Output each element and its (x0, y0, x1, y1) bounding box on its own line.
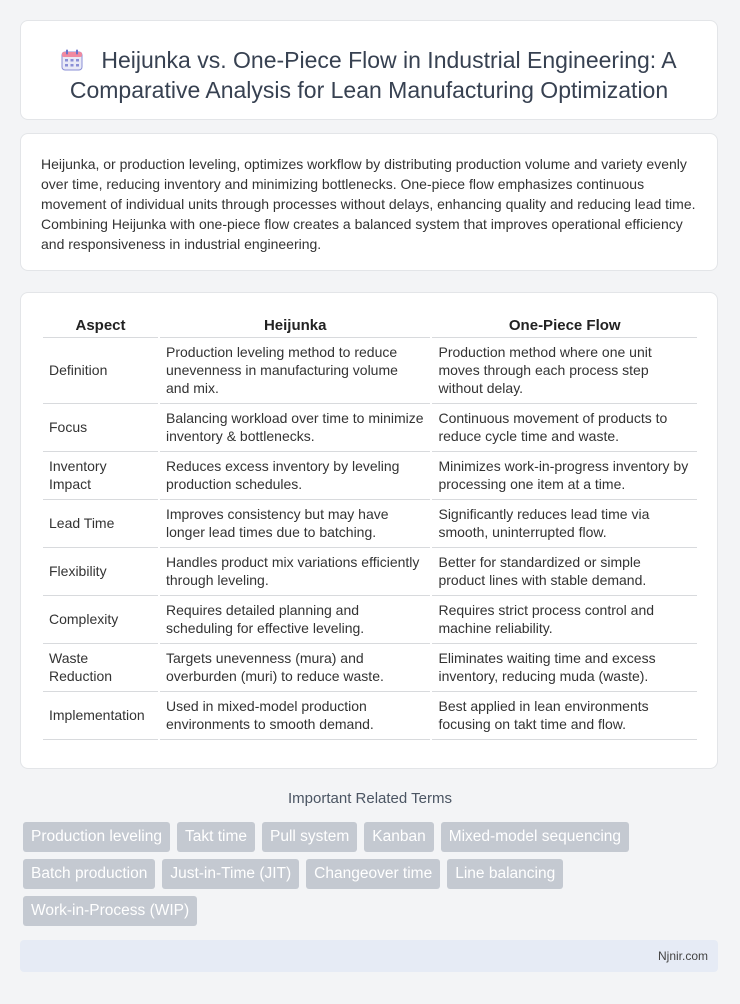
summary-text: Heijunka, or production leveling, optimizes workflow by distributing production volume and variety evenly over time, reducing inventory and minimizing bottlenecks. One-piece flow emphasizes continuous movement of individual units through processes without delays, enhancing quality and reducing lead time. Combining Heijunka with one-piece flow creates a balanced system that improves operational efficiency and responsiveness in industrial engineering. (41, 156, 696, 252)
cell-heijunka: Improves consistency but may have longer lead times due to batching. (159, 500, 431, 548)
cell-aspect: Complexity (43, 596, 159, 644)
cell-heijunka: Used in mixed-model production environments to smooth demand. (159, 692, 431, 740)
cell-one-piece-flow: Better for standardized or simple product lines with stable demand. (431, 548, 697, 596)
related-terms-list (23, 822, 683, 926)
cell-one-piece-flow: Minimizes work-in-progress inventory by processing one item at a time. (431, 452, 697, 500)
table-row (43, 596, 697, 644)
table-row (43, 548, 697, 596)
related-term-tag[interactable]: Batch production (23, 859, 155, 889)
header-heijunka: Heijunka (159, 311, 431, 338)
table-row (43, 500, 697, 548)
cell-aspect: Flexibility (43, 548, 159, 596)
header-one-piece-flow: One-Piece Flow (431, 311, 697, 338)
cell-heijunka: Production leveling method to reduce unevenness in manufacturing volume and mix. (159, 338, 431, 404)
header-aspect: Aspect (43, 311, 159, 338)
footer (20, 940, 718, 972)
cell-one-piece-flow: Requires strict process control and machine reliability. (431, 596, 697, 644)
cell-one-piece-flow: Continuous movement of products to reduce cycle time and waste. (431, 404, 697, 452)
related-term-tag[interactable]: Pull system (262, 822, 357, 852)
table-header-row (43, 311, 697, 338)
related-term-tag[interactable]: Just-in-Time (JIT) (162, 859, 299, 889)
table-row (43, 644, 697, 692)
table-row (43, 452, 697, 500)
cell-aspect: Definition (43, 338, 159, 404)
cell-one-piece-flow: Production method where one unit moves through each process step without delay. (431, 338, 697, 404)
table-row (43, 692, 697, 740)
cell-aspect: Waste Reduction (43, 644, 159, 692)
table-row (43, 404, 697, 452)
cell-heijunka: Balancing workload over time to minimize inventory & bottlenecks. (159, 404, 431, 452)
cell-heijunka: Requires detailed planning and scheduling for effective leveling. (159, 596, 431, 644)
related-term-tag[interactable]: Kanban (364, 822, 433, 852)
page-title-text: Heijunka vs. One-Piece Flow in Industrial Engineering: A Comparative Analysis for Lean Manufacturing Optimization (69, 47, 677, 103)
related-term-tag[interactable]: Line balancing (447, 859, 563, 889)
cell-aspect: Focus (43, 404, 159, 452)
calendar-icon (61, 49, 83, 71)
cell-one-piece-flow: Significantly reduces lead time via smooth, uninterrupted flow. (431, 500, 697, 548)
cell-heijunka: Handles product mix variations efficiently through leveling. (159, 548, 431, 596)
cell-aspect: Inventory Impact (43, 452, 159, 500)
cell-heijunka: Targets unevenness (mura) and overburden (muri) to reduce waste. (159, 644, 431, 692)
comparison-table-card (20, 292, 718, 769)
related-term-tag[interactable]: Takt time (177, 822, 255, 852)
cell-one-piece-flow: Eliminates waiting time and excess inventory, reducing muda (waste). (431, 644, 697, 692)
page-title (21, 21, 717, 105)
table-row (43, 338, 697, 404)
comparison-table (43, 311, 697, 740)
related-term-tag[interactable]: Mixed-model sequencing (441, 822, 629, 852)
related-term-tag[interactable]: Work-in-Process (WIP) (23, 896, 197, 926)
title-card (20, 20, 718, 120)
cell-aspect: Implementation (43, 692, 159, 740)
related-term-tag[interactable]: Production leveling (23, 822, 170, 852)
related-term-tag[interactable]: Changeover time (306, 859, 440, 889)
cell-aspect: Lead Time (43, 500, 159, 548)
cell-heijunka: Reduces excess inventory by leveling production schedules. (159, 452, 431, 500)
related-terms-title: Important Related Terms (288, 790, 452, 807)
footer-site: Njnir.com (657, 949, 708, 963)
summary-card (20, 133, 718, 271)
cell-one-piece-flow: Best applied in lean environments focusing on takt time and flow. (431, 692, 697, 740)
